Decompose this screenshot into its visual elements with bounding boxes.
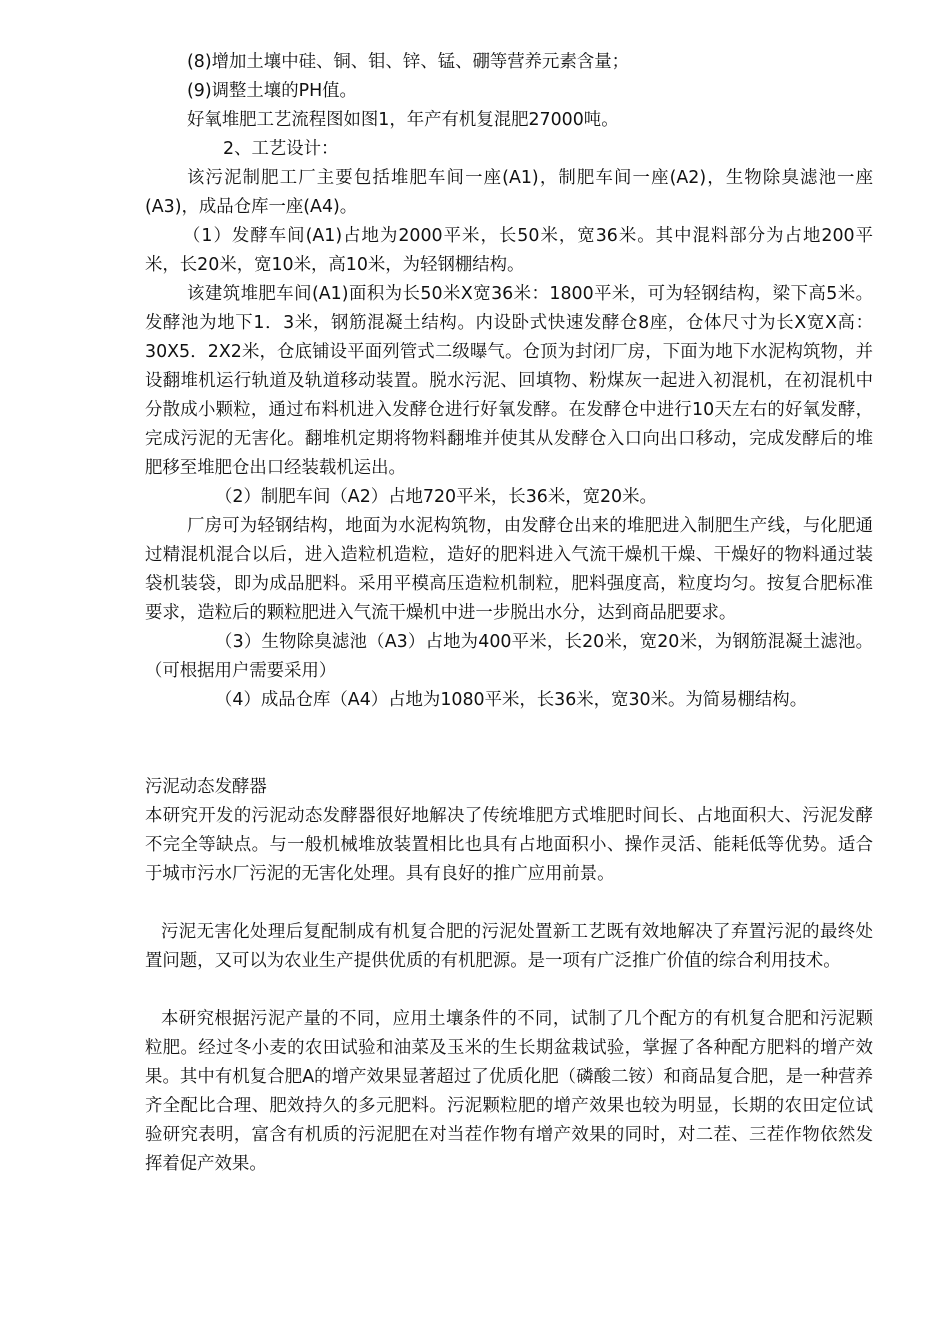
flowchart-intro: 好氧堆肥工艺流程图如图1，年产有机复混肥27000吨。: [187, 110, 619, 130]
paragraph-new-process: 污泥无害化处理后复配制成有机复合肥的污泥处置新工艺既有效地解决了弃置污泥的最终处置问题，又可以为农业生产提供优质的有机肥源。是一项有广泛推广价值的综合利用技术。: [145, 922, 873, 971]
paragraph-production-line: 厂房可为轻钢结构，地面为水泥构筑物，由发酵仓出来的堆肥进入制肥生产线，与化肥通过精混机混合以后，进入造粒机造粒，造好的肥料进入气流干燥机干燥、干燥好的物料通过装袋机装袋，即为成品肥料。采用平模高压造粒机制粒，肥料强度高，粒度均匀。按复合肥标准要求，造粒后的颗粒肥进入气流干燥机中进一步脱出水分，达到商品肥要求。: [145, 516, 873, 623]
process-design-heading: 2、工艺设计：: [223, 139, 339, 159]
paragraph-deodorization-filter: （3）生物除臭滤池（A3）占地为400平米，长20米，宽20米，为钢筋混凝土滤池。（可根据用户需要采用）: [145, 632, 873, 681]
paragraph-fermentation-workshop: （1）发酵车间(A1)占地为2000平米，长50米，宽36米。其中混料部分为占地200平米，长20米，宽10米，高10米，为轻钢棚结构。: [145, 226, 873, 275]
list-item-8: (8)增加土壤中硅、铜、钼、锌、锰、硼等营养元素含量；: [187, 52, 630, 72]
list-item-9: (9)调整土壤的PH值。: [187, 81, 357, 101]
paragraph-product-warehouse: （4）成品仓库（A4）占地为1080平米，长36米，宽30米。为简易棚结构。: [215, 690, 808, 710]
section-title: 污泥动态发酵器: [145, 777, 267, 797]
paragraph-plant-overview: 该污泥制肥工厂主要包括堆肥车间一座(A1)，制肥车间一座(A2)，生物除臭滤池一座(A3)，成品仓库一座(A4)。: [145, 168, 873, 217]
spacer: [145, 889, 873, 918]
paragraph-dynamic-fermenter: 本研究开发的污泥动态发酵器很好地解决了传统堆肥方式堆肥时间长、占地面积大、污泥发酵不完全等缺点。与一般机械堆放装置相比也具有占地面积小、操作灵活、能耗低等优势。适合于城市污水厂污泥的无害化处理。具有良好的推广应用前景。: [145, 806, 873, 884]
paragraph-fertilizer-workshop: （2）制肥车间（A2）占地720平米，长36米，宽20米。: [215, 487, 657, 507]
spacer: [145, 715, 873, 773]
spacer: [145, 976, 873, 1005]
paragraph-compost-building: 该建筑堆肥车间(A1)面积为长50米X宽36米：1800平米，可为轻钢结构，梁下高5米。发酵池为地下1．3米，钢筋混凝土结构。内设卧式快速发酵仓8座，仓体尺寸为长X宽X高：30X5．2X2米，仓底铺设平面列管式二级曝气。仓顶为封闭厂房，下面为地下水泥构筑物，并设翻堆机运行轨道及轨道移动装置。脱水污泥、回填物、粉煤灰一起进入初混机，在初混机中分散成小颗粒，通过布料机进入发酵仓进行好氧发酵。在发酵仓中进行10天左右的好氧发酵，完成污泥的无害化。翻堆机定期将物料翻堆并使其从发酵仓入口向出口移动，完成发酵后的堆肥移至堆肥仓出口经装载机运出。: [145, 284, 873, 478]
document-body: [145, 48, 873, 1179]
paragraph-research-results: 本研究根据污泥产量的不同，应用土壤条件的不同，试制了几个配方的有机复合肥和污泥颗粒肥。经过冬小麦的农田试验和油菜及玉米的生长期盆栽试验，掌握了各种配方肥料的增产效果。其中有机复合肥A的增产效果显著超过了优质化肥（磷酸二铵）和商品复合肥，是一种营养齐全配比合理、肥效持久的多元肥料。污泥颗粒肥的增产效果也较为明显，长期的农田定位试验研究表明，富含有机质的污泥肥在对当茬作物有增产效果的同时，对二茬、三茬作物依然发挥着促产效果。: [145, 1009, 873, 1174]
